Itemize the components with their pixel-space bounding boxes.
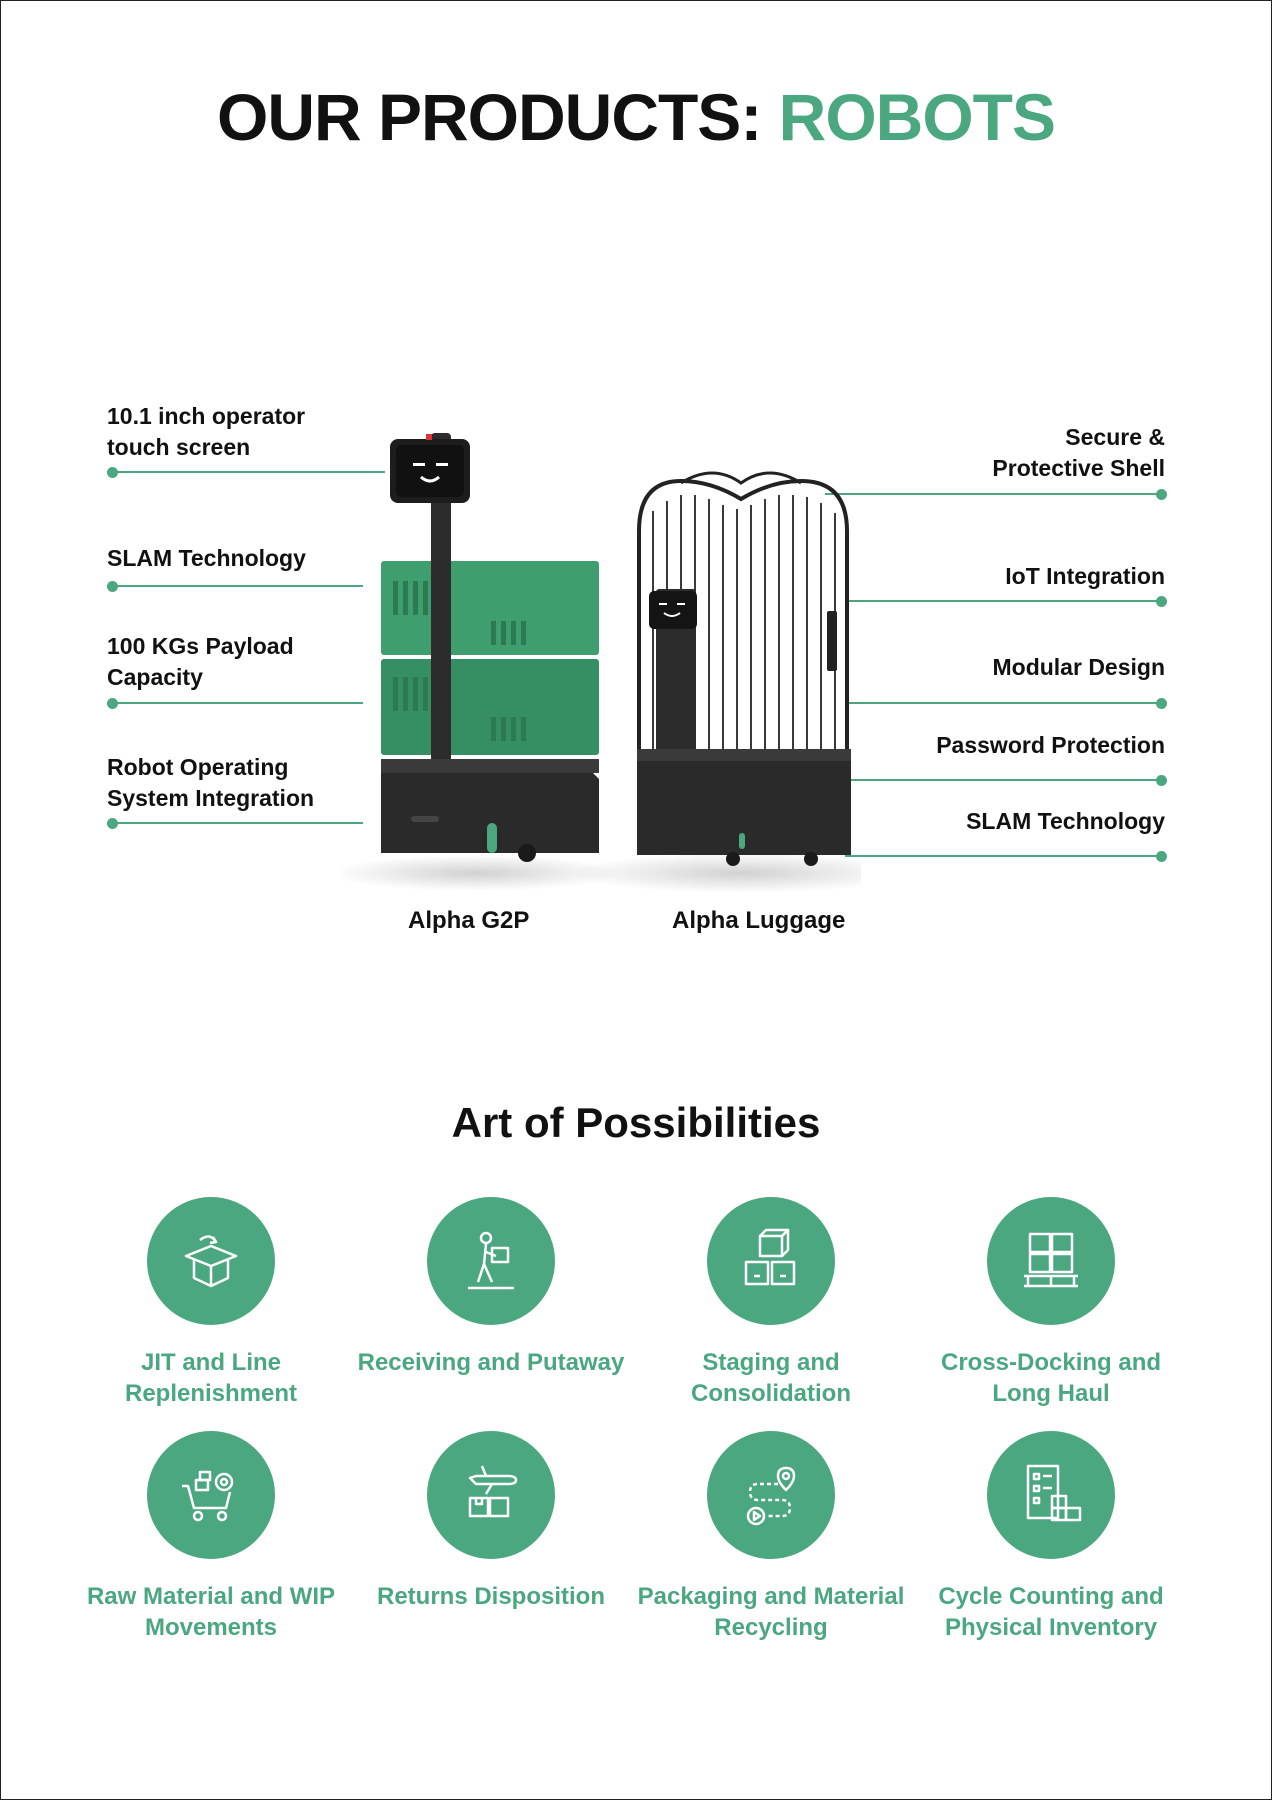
title-main: OUR PRODUCTS: <box>216 80 779 154</box>
possibility-label: Packaging and Material Recycling <box>637 1583 905 1641</box>
page-title <box>1 79 1271 155</box>
title-accent: ROBOTS <box>778 80 1055 154</box>
feature-payload: 100 KGs Payload Capacity <box>107 633 294 690</box>
feature-leader-line <box>825 493 1162 495</box>
feature-slam-left: SLAM Technology <box>107 545 306 571</box>
feature-dot <box>107 818 118 829</box>
feature-dot <box>107 698 118 709</box>
feature-leader-line <box>845 702 1162 704</box>
possibility-tile <box>71 1431 351 1643</box>
feature-touch-screen: 10.1 inch operator touch screen <box>107 403 306 460</box>
worker-carrying-box-icon <box>427 1197 555 1325</box>
feature-leader-line <box>113 702 363 704</box>
feature-password: Password Protection <box>936 732 1165 758</box>
feature-leader-line <box>845 855 1162 857</box>
feature-dot <box>1156 851 1167 862</box>
checklist-boxes-icon <box>987 1431 1115 1559</box>
possibility-tile <box>631 1431 911 1643</box>
feature-dot <box>1156 775 1167 786</box>
possibility-label: Receiving and Putaway <box>357 1349 625 1376</box>
possibility-tile <box>351 1197 631 1378</box>
alpha-luggage-robot <box>637 473 851 866</box>
possibility-tile <box>911 1431 1191 1643</box>
feature-ros: Robot Operating System Integration <box>107 754 315 811</box>
feature-leader-line <box>845 600 1162 602</box>
possibility-tile <box>631 1197 911 1409</box>
route-pin-icon <box>707 1431 835 1559</box>
airplane-boxes-icon <box>427 1431 555 1559</box>
feature-leader-line <box>845 779 1162 781</box>
feature-slam-right: SLAM Technology <box>966 808 1165 834</box>
feature-leader-line <box>113 585 363 587</box>
possibility-tile <box>351 1431 631 1612</box>
open-box-icon <box>147 1197 275 1325</box>
cart-gear-icon <box>147 1431 275 1559</box>
possibility-tile <box>71 1197 351 1409</box>
stacked-boxes-icon <box>707 1197 835 1325</box>
possibility-tile <box>911 1197 1191 1409</box>
possibility-label: Cycle Counting and Physical Inventory <box>938 1583 1164 1641</box>
possibility-label: Staging and Consolidation <box>691 1349 851 1407</box>
feature-iot: IoT Integration <box>1005 563 1165 589</box>
section-title: Art of Possibilities <box>451 1099 821 1146</box>
robot-label-g2p: Alpha G2P <box>408 907 530 934</box>
possibility-label: Raw Material and WIP Movements <box>86 1583 336 1641</box>
possibility-label: Cross-Docking and Long Haul <box>940 1349 1162 1407</box>
feature-dot <box>1156 489 1167 500</box>
feature-secure-shell: Secure & Protective Shell <box>992 424 1165 481</box>
robots-illustration <box>341 421 861 901</box>
possibility-label: JIT and Line Replenishment <box>124 1349 298 1407</box>
possibility-label: Returns Disposition <box>376 1583 605 1610</box>
feature-leader-line <box>113 822 363 824</box>
feature-modular: Modular Design <box>992 654 1165 680</box>
feature-dot <box>1156 698 1167 709</box>
feature-dot <box>107 581 118 592</box>
robot-label-luggage: Alpha Luggage <box>672 907 846 934</box>
alpha-g2p-robot <box>381 433 599 862</box>
feature-dot <box>107 467 118 478</box>
feature-dot <box>1156 596 1167 607</box>
pallet-boxes-icon <box>987 1197 1115 1325</box>
